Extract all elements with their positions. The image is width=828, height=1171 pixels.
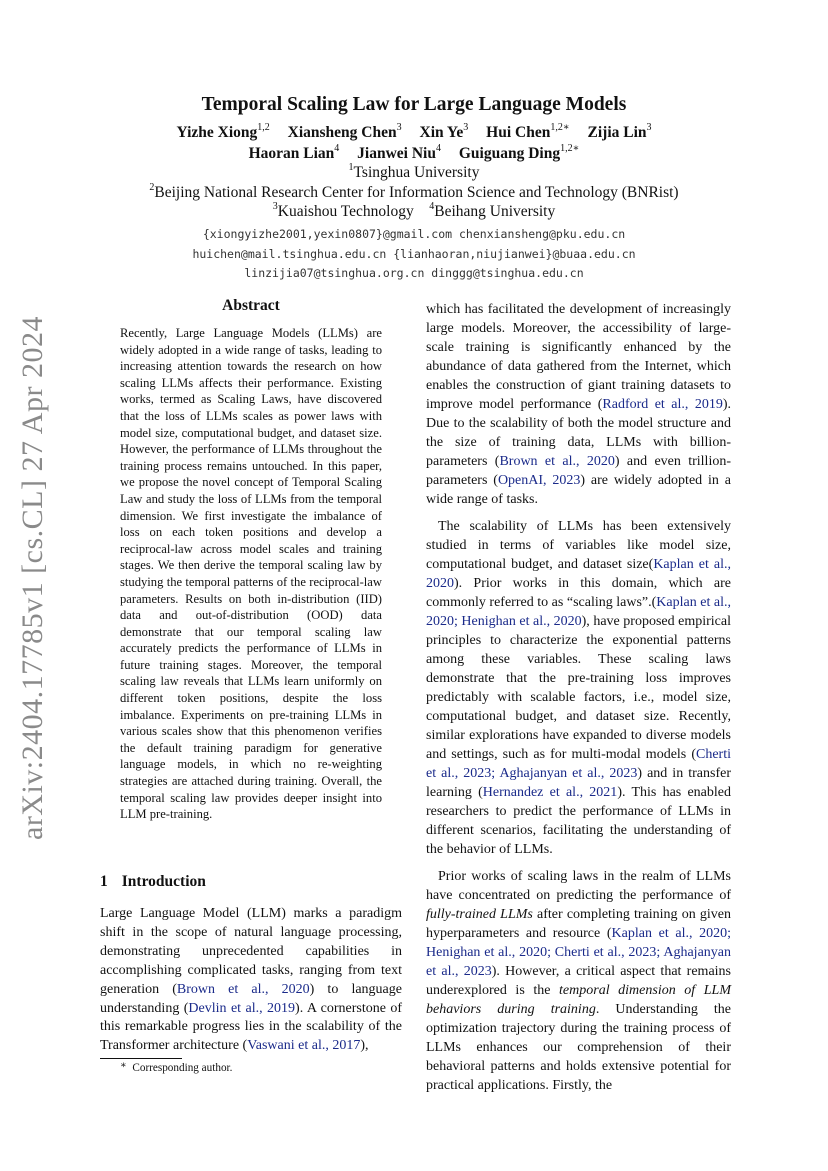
author: Yizhe Xiong$^{1,2}$ [176,122,270,141]
citation-link[interactable]: Devlin et al., 2019 [188,1000,296,1016]
citation-link[interactable]: Cherti et al., 2023 [426,747,731,781]
paragraph: Prior works of scaling laws in the realm of LLMs have concentrated on predicting the performance of fully-trained LLMs after completing training on given hyperparameters and resource (Kaplan et al., 2020; Henighan et al., 2020; Cherti et al., 2023; Aghajanyan et al., 2023). However, a critical aspect that remains underexplored is the temporal dimension of LLM behaviors during training. Understanding the optimization trajectory during the training process of LLMs enhances our comprehension of their behavioral patterns and holds extensive potential for practical applications. Firstly, the [426,869,732,1093]
paragraph: which has facilitated the development of increasingly large models. Moreover, the accessibility of large-scale training is significantly enhanced by the abundance of data gathered from the Internet, which enables the construction of giant training datasets to improve model performance (Radford et al., 2019). Due to the scalability of both the model structure and the size of training data, LLMs with billion-parameters (Brown et al., 2020) and even trillion-parameters (OpenAI, 2023) are widely adopted in a wide range of tasks. [426,302,731,507]
footnote-divider [100,1058,182,1059]
citation-link[interactable]: Kaplan et al., 2020 [426,557,731,591]
citation-link[interactable]: Cherti et al., 2023 [554,945,657,960]
author: Zijia Lin$^3$ [587,122,652,141]
section-heading: 1 Introduction [100,873,206,890]
citation-link[interactable]: Brown et al., 2020 [176,981,310,997]
author: Xiansheng Chen$^3$ [287,122,402,141]
citation-link[interactable]: Radford et al., 2019 [602,397,723,412]
citation-link[interactable]: Henighan et al., 2020 [461,614,582,629]
author: Hui Chen$^{1,2∗}$ [486,122,570,141]
email-line: {xiongyizhe2001,yexin0807}@gmail.com chenxiansheng@pku.edu.cn [202,227,626,241]
author: Xin Ye$^3$ [419,122,469,141]
abstract-heading: Abstract [222,297,280,314]
affiliation: $^3$Kuaishou Technology $^4$Beihang University [272,201,556,220]
email-line: huichen@mail.tsinghua.edu.cn {lianhaoran,niujianwei}@buaa.edu.cn [192,247,636,261]
paper-title: Temporal Scaling Law for Large Language Models [201,94,627,115]
affiliation: $^1$Tsinghua University [348,162,480,181]
author-line-2 [0,145,828,163]
author-line-1 [0,124,828,142]
citation-link[interactable]: Kaplan et al., 2020 [426,595,731,629]
author: Jianwei Niu$^4$ [357,143,441,162]
citation-link[interactable]: OpenAI, 2023 [497,473,581,488]
citation-link[interactable]: Brown et al., 2020 [499,454,615,469]
author: Haoran Lian$^4$ [248,143,340,162]
intro-paragraph: Large Language Model (LLM) marks a paradigm shift in the scope of natural language processing, demonstrating unprecedented capabilities in accomplishing complicated tasks, ranging from text generation (Brown et al., 2020) to language understanding (Devlin et al., 2019). A cornerstone of this remarkable progress lies in the scalability of the Transformer architecture (Vaswani et al., 2017), [100,906,403,1054]
arxiv-stamp: arXiv:2404.17785v1 [cs.CL] 27 Apr 2024 [16,316,49,840]
citation-link[interactable]: Henighan et al., 2020 [426,945,548,960]
citation-link[interactable]: Vaswani et al., 2017 [247,1038,361,1054]
email-line: linzijia07@tsinghua.org.cn dinggg@tsinghua.edu.cn [244,266,584,280]
citation-link[interactable]: Hernandez et al., 2021 [482,785,618,800]
paragraph: The scalability of LLMs has been extensively studied in terms of variables like model size, computational budget, and dataset size(Kaplan et al., 2020). Prior works in this domain, which are commonly referred to as “scaling laws”.(Kaplan et al., 2020; Henighan et al., 2020), have proposed empirical principles to characterize the exponential patterns among these variables. These scaling laws demonstrate that the pre-training loss improves predictably with scalable factors, i.e., model size, computational budget, and dataset size. Recently, similar explorations have expanded to diverse models and settings, such as for multi-modal models (Cherti et al., 2023; Aghajanyan et al., 2023) and in transfer learning (Hernandez et al., 2021). This has enabled researchers to predict the performance of LLMs in different scenarios, facilitating the understanding of the behavior of LLMs. [426,519,732,857]
abstract-text: Recently, Large Language Models (LLMs) are widely adopted in a wide range of tasks, leading to increasing attention towards the research on how scaling LLMs affects their performance. Existing works, termed as Scaling Laws, have discovered that the loss of LLMs scales as power laws with model size, computational budget, and dataset size. However, the performance of LLMs throughout the training process remains untouched. In this paper, we propose the novel concept of Temporal Scaling Law and study the loss of LLMs from the temporal dimension. We first investigate the imbalance of loss on each token positions and develop a reciprocal-law across model scales and training stages. We then derive the temporal scaling law by studying the temporal patterns of the reciprocal-law parameters. Results on both in-distribution (IID) data and out-of-distribution (OOD) data demonstrate that our temporal scaling law accurately predicts the performance of LLMs in future training stages. Moreover, the temporal scaling law reveals that LLMs learn uniformly on different token positions, despite the loss imbalance. Experiments on pre-training LLMs in various scales show that this phenomenon verifies the default training paradigm for generative language models, in which no re-weighting strategies are attached during training. Overall, the temporal scaling law provides deeper insight into LLM pre-training. [120,326,382,822]
citation-link[interactable]: Aghajanyan et al., 2023 [426,945,732,979]
citation-link[interactable]: Kaplan et al., 2020 [611,926,728,941]
right-column [426,300,731,1103]
affiliation: $^2$Beijing National Research Center for Information Science and Technology (BNRist) [149,182,679,201]
author: Guiguang Ding$^{1,2∗}$ [458,143,580,162]
footnote: ∗ Corresponding author. [120,1060,233,1074]
citation-link[interactable]: Aghajanyan et al., 2023 [499,766,638,781]
